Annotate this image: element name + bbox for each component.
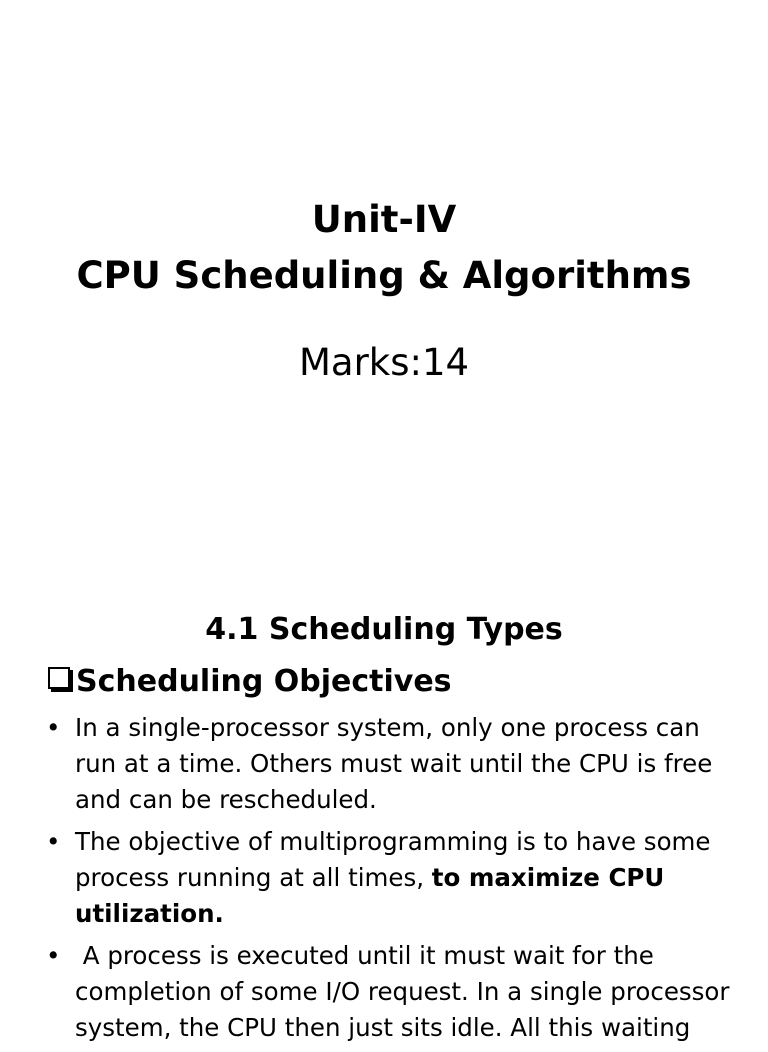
bullet-text: The objective of multiprogramming is to have some process running at all times, — [75, 827, 711, 892]
bullet-text: A process is executed until it must wait for the completion of some I/O request. In a single processor system, the CPU then just sits idle. All this waiting — [75, 941, 738, 1042]
bullet-icon: • — [46, 827, 61, 856]
title-line-topic: CPU Scheduling & Algorithms — [76, 254, 692, 297]
title-line-unit: Unit-IV — [311, 198, 457, 241]
objectives-heading-text: Scheduling Objectives — [76, 664, 452, 699]
bullet-item — [46, 824, 736, 932]
bullet-icon: • — [46, 941, 61, 970]
bullet-item — [46, 710, 736, 818]
marks-subtitle: Marks:14 — [298, 341, 470, 384]
bullet-text: In a single-processor system, only one process can run at a time. Others must wait until the CPU is free and can be rescheduled. — [75, 713, 713, 814]
bullet-emphasis: to maximize CPU utilization. — [75, 863, 665, 928]
bullet-icon: • — [46, 713, 61, 742]
objectives-heading — [48, 660, 452, 704]
bullet-list — [46, 710, 736, 1052]
section-title: 4.1 Scheduling Types — [205, 612, 563, 647]
slide-title — [0, 192, 768, 304]
bullet-item — [46, 938, 736, 1046]
checkbox-icon — [48, 667, 70, 689]
content-slide — [0, 576, 768, 1042]
